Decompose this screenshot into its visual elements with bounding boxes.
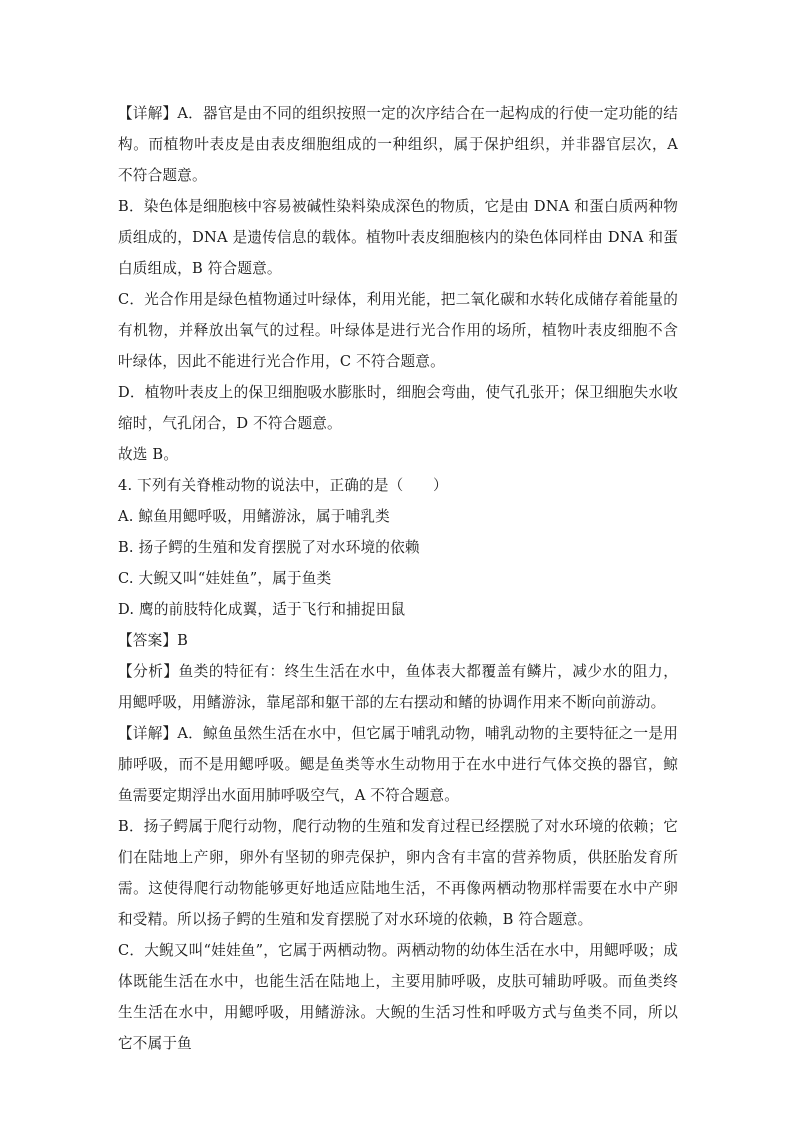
question-4-explanation-b: B．扬子鳄属于爬行动物，爬行动物的生殖和发育过程已经摆脱了对水环境的依赖；它们在陆地上产卵，卵外有坚韧的卵壳保护，卵内含有丰富的营养物质，供胚胎发育所需。这使得爬行动物能够更好地适应陆地生活，不再像两栖动物那样需要在水中产卵和受精。所以扬子鳄的生殖和发育摆脱了对水环境的依赖，B 符合题意。 <box>118 818 678 928</box>
question-4-analysis: 【分析】鱼类的特征有：终生生活在水中，鱼体表大都覆盖有鳞片，减少水的阻力，用鳃呼吸，用鳍游泳，靠尾部和躯干部的左右摆动和鳍的协调作用来不断向前游动。 <box>118 663 678 711</box>
question-4-explanation-c: C．大鲵又叫“娃娃鱼”，它属于两栖动物。两栖动物的幼体生活在水中，用鳃呼吸；成体既能生活在水中，也能生活在陆地上，主要用肺呼吸，皮肤可辅助呼吸。而鱼类终生生活在水中，用鳃呼吸，用鳍游泳。大鲵的生活习性和呼吸方式与鱼类不同，所以它不属于鱼 <box>118 942 678 1052</box>
question-4-stem: 4. 下列有关脊椎动物的说法中，正确的是（ ） <box>118 477 448 494</box>
question-4-option-a: A. 鲸鱼用鳃呼吸，用鳍游泳，属于哺乳类 <box>118 508 390 525</box>
explanation-option-b: B．染色体是细胞核中容易被碱性染料染成深色的物质，它是由 DNA 和蛋白质两种物质组成的，DNA 是遗传信息的载体。植物叶表皮细胞核内的染色体同样由 DNA 和蛋白质组成，B 符合题意。 <box>118 198 678 277</box>
explanation-option-c: C．光合作用是绿色植物通过叶绿体，利用光能，把二氧化碳和水转化成储存着能量的有机物，并释放出氧气的过程。叶绿体是进行光合作用的场所，植物叶表皮细胞不含叶绿体，因此不能进行光合作用，C 不符合题意。 <box>118 291 678 370</box>
document-body <box>118 98 678 1059</box>
answer-choice-line: 故选 B。 <box>118 446 179 463</box>
question-4-answer: 【答案】B <box>118 632 189 649</box>
explanation-option-a: 【详解】A．器官是由不同的组织按照一定的次序结合在一起构成的行使一定功能的结构。而植物叶表皮是由表皮细胞组成的一种组织，属于保护组织，并非器官层次，A 不符合题意。 <box>118 105 678 184</box>
question-4-option-b: B. 扬子鳄的生殖和发育摆脱了对水环境的依赖 <box>118 539 420 556</box>
question-4-option-c: C. 大鲵又叫“娃娃鱼”，属于鱼类 <box>118 570 332 587</box>
question-4-explanation-a: 【详解】A．鲸鱼虽然生活在水中，但它属于哺乳动物，哺乳动物的主要特征之一是用肺呼吸，而不是用鳃呼吸。鳃是鱼类等水生动物用于在水中进行气体交换的器官，鲸鱼需要定期浮出水面用肺呼吸空气，A 不符合题意。 <box>118 725 678 804</box>
question-4-option-d: D. 鹰的前肢特化成翼，适于飞行和捕捉田鼠 <box>118 601 406 618</box>
explanation-option-d: D．植物叶表皮上的保卫细胞吸水膨胀时，细胞会弯曲，使气孔张开；保卫细胞失水收缩时，气孔闭合，D 不符合题意。 <box>118 384 678 432</box>
